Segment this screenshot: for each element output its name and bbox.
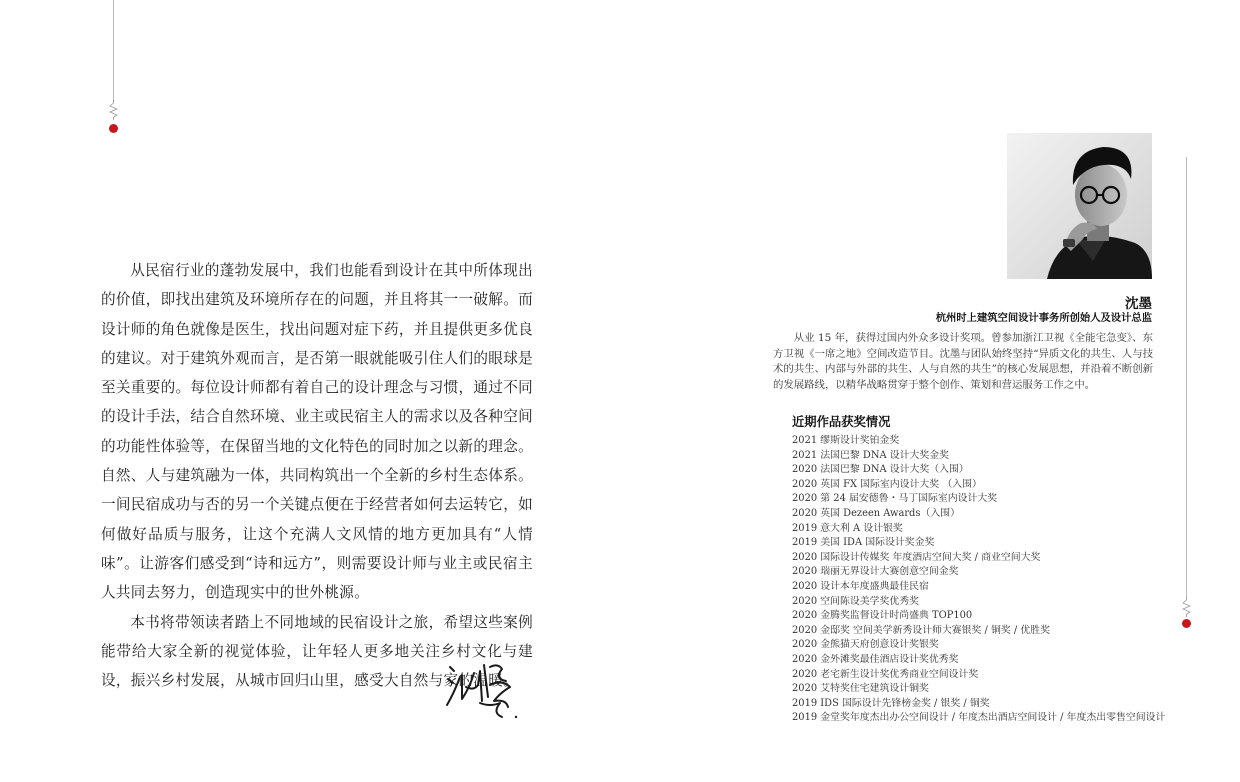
- right-decorative-line: [1186, 157, 1187, 599]
- left-decorative-line: [113, 0, 114, 102]
- award-item: 2019 IDS 国际设计先锋榜金奖 / 银奖 / 铜奖: [792, 697, 990, 709]
- award-item: 2019 金堂奖年度杰出办公空间设计 / 年度杰出酒店空间设计 / 年度杰出零售空间设计: [792, 712, 1166, 724]
- award-item: 2019 意大利 A 设计银奖: [792, 522, 903, 534]
- author-bio: 从业 15 年，获得过国内外众多设计奖项。曾参加浙江卫视《全能宅急变》、东方卫视《一席之地》空间改造节目。沈墨与团队始终坚持“异质文化的共生、人与技术的共生、内部与外部的共生、人与自然的共生”的核心发展思想，并沿着不断创新的发展路线，以精华战略贯穿于整个创作、策划和营运服务工作之中。: [773, 332, 1153, 391]
- awards-heading: 近期作品获奖情况: [792, 415, 891, 429]
- intro-text: [101, 256, 533, 695]
- award-item: 2020 老宅新生设计奖优秀商业空间设计奖: [792, 668, 979, 680]
- right-squiggle-icon: [1181, 597, 1192, 617]
- intro-paragraph-2: 本书将带领读者踏上不同地域的民宿设计之旅，希望这些案例能带给大家全新的视觉体验，让年轻人更多地关注乡村文化与建设，振兴乡村发展，从城市回归山里，感受大自然与家的温暖。: [101, 613, 533, 690]
- award-item: 2020 金外滩奖最佳酒店设计奖优秀奖: [792, 653, 959, 665]
- right-accent-dot: [1182, 619, 1191, 628]
- award-item: 2020 英国 Dezeen Awards（入围）: [792, 507, 960, 519]
- award-item: 2020 空间陈设美学奖优秀奖: [792, 595, 920, 607]
- award-item: 2020 英国 FX 国际室内设计大奖 （入围）: [792, 478, 982, 490]
- award-item: 2020 艾特奖住宅建筑设计铜奖: [792, 683, 929, 695]
- award-item: 2020 国际设计传媒奖 年度酒店空间大奖 / 商业空间大奖: [792, 551, 1041, 563]
- award-item: 2020 法国巴黎 DNA 设计大奖（入围）: [792, 464, 969, 476]
- portrait-photo: [1007, 133, 1152, 279]
- author-name: 沈墨: [1125, 296, 1152, 312]
- left-accent-dot: [109, 124, 118, 133]
- award-item: 2020 金邸奖 空间美学新秀设计师大赛银奖 / 铜奖 / 优胜奖: [792, 624, 1050, 636]
- signature: [444, 657, 522, 723]
- award-item: 2021 缪斯设计奖铂金奖: [792, 435, 900, 446]
- award-item: 2020 第 24 届安德鲁・马丁国际室内设计大奖: [792, 493, 998, 505]
- awards-list: [792, 434, 1165, 726]
- intro-paragraph-1: 从民宿行业的蓬勃发展中，我们也能看到设计在其中所体现出的价值，即找出建筑及环境所存在的问题，并且将其一一破解。而设计师的角色就像是医生，找出问题对症下药，并且提供更多优良的建议。对于建筑外观而言，是否第一眼就能吸引住人们的眼球是至关重要的。每位设计师都有着自己的设计理念与习惯，通过不同的设计手法，结合自然环境、业主或民宿主人的需求以及各种空间的功能性体验等，在保留当地的文化特色的同时加之以新的理念。自然、人与建筑融为一体，共同构筑出一个全新的乡村生态体系。一间民宿成功与否的另一个关键点便在于经营者如何去运转它，如何做好品质与服务，让这个充满人文风情的地方更加具有“人情味”。让游客们感受到“诗和远方”，则需要设计师与业主或民宿主人共同去努力，创造现实中的世外桃源。: [101, 262, 533, 602]
- award-item: 2021 法国巴黎 DNA 设计大奖金奖: [792, 449, 949, 461]
- award-item: 2020 金腾奖监督设计时尚盛典 TOP100: [792, 610, 973, 622]
- award-item: 2020 设计本年度盛典最佳民宿: [792, 580, 929, 592]
- award-item: 2020 金熊猫天府创意设计奖银奖: [792, 639, 939, 651]
- award-item: 2020 瑞丽无界设计大赛创意空间金奖: [792, 566, 959, 578]
- award-item: 2019 美国 IDA 国际设计奖金奖: [792, 537, 935, 549]
- author-title: 杭州时上建筑空间设计事务所创始人及设计总监: [935, 312, 1152, 324]
- left-squiggle-icon: [108, 100, 119, 120]
